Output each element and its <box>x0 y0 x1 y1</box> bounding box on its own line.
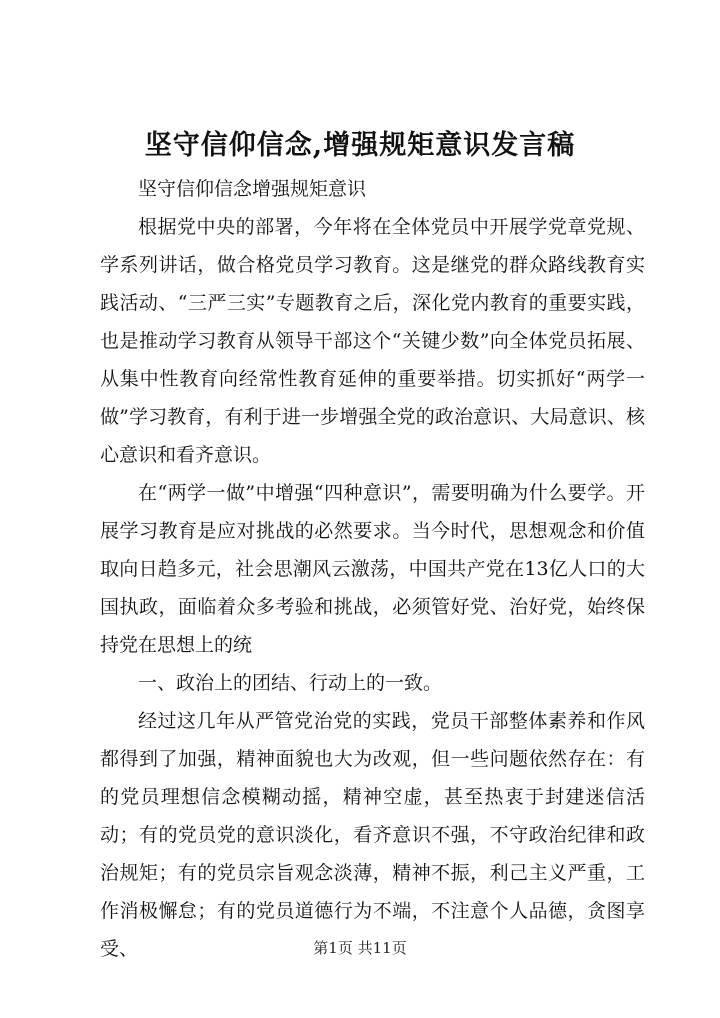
subtitle-paragraph: 坚守信仰信念增强规矩意识 <box>138 178 367 200</box>
document-title: 坚守信仰信念,增强规矩意识发言稿 <box>144 130 576 161</box>
body-paragraph: 根据党中央的部署，今年将在全体党员中开展学党章党规、学系列讲话，做合格党员学习教育。这是继党的群众路线教育实践活动、“三严三实”专题教育之后，深化党内教育的重要实践，也是推动学习教育从领导干部这个“关键少数”向全体党员拓展、从集中性教育向经常性教育延伸的重要举措。切实抓好“两学一做”学习教育，有利于进一步增强全党的政治意识、大局意识、核心意识和看齐意识。 <box>100 216 645 466</box>
body-paragraph: 经过这几年从严管党治党的实践，党员干部整体素养和作风都得到了加强，精神面貌也大为改观，但一些问题依然存在：有的党员理想信念模糊动摇，精神空虚，甚至热衷于封建迷信活动；有的党员党的意识淡化，看齐意识不强，不守政治纪律和政治规矩；有的党员宗旨观念淡薄，精神不振，利己主义严重，工作消极懈怠；有的党员道德行为不端，不注意个人品德，贪图享受、 <box>100 710 645 960</box>
section-heading: 一、政治上的团结、行动上的一致。 <box>138 672 443 694</box>
body-paragraph: 在“两学一做”中增强“四种意识”，需要明确为什么要学。开展学习教育是应对挑战的必然要求。当今时代，思想观念和价值取向日趋多元，社会思潮风云激荡，中国共产党在13亿人口的大国执政，面临着众多考验和挑战，必须管好党、治好党，始终保持党在思想上的统 <box>100 482 645 656</box>
page-footer: 第1页 共11页 <box>313 939 407 957</box>
document-body <box>100 170 645 968</box>
